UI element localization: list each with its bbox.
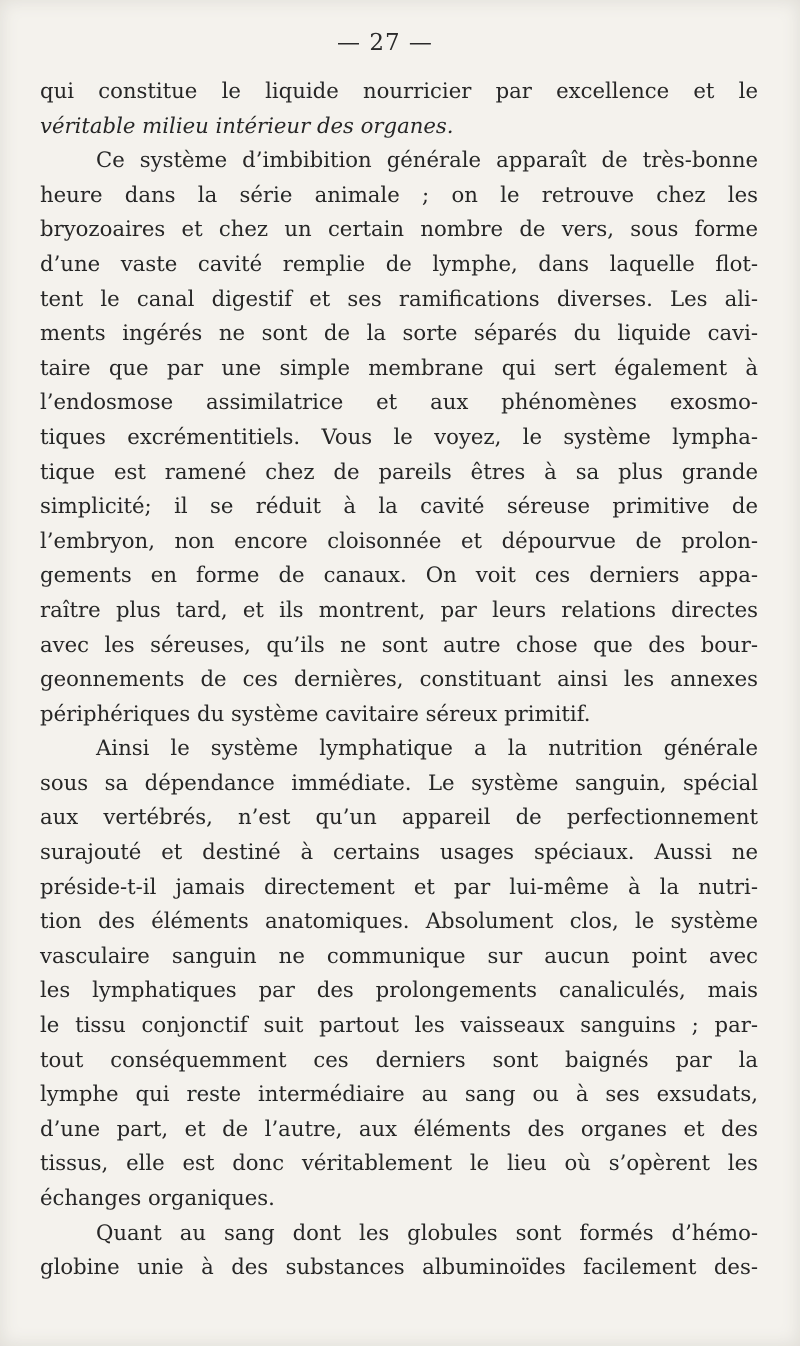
italic-phrase: véritable milieu intérieur des organes. [40, 112, 454, 138]
text-line: l’embryon, non encore cloisonnée et dépourvue de prolon- [40, 527, 758, 553]
text-line: bryozoaires et chez un certain nombre de vers, sous forme [40, 216, 758, 242]
paragraph-3 [40, 731, 758, 1215]
text-line: surajouté et destiné à certains usages spéciaux. Aussi ne [40, 839, 758, 865]
text-line: échanges organiques. [40, 1185, 275, 1210]
page-number: — 27 — [337, 30, 433, 56]
text-line: vasculaire sanguin ne communique sur aucun point avec [40, 942, 758, 968]
text-line: tique est ramené chez de pareils êtres à sa plus grande [40, 458, 758, 484]
text-line: périphériques du système cavitaire séreux primitif. [40, 700, 591, 726]
text-line: ments ingérés ne sont de la sorte séparés du liquide cavi- [40, 320, 758, 346]
text-line: préside-t-il jamais directement et par lui-même à la nutri- [40, 873, 758, 899]
text-line: les lymphatiques par des prolongements canaliculés, mais [40, 977, 758, 1003]
text-line: Quant au sang dont les globules sont formés d’hémo- [96, 1219, 758, 1245]
text-line-italic [40, 109, 758, 144]
text-line: sous sa dépendance immédiate. Le système sanguin, spécial [40, 769, 758, 795]
text-line: Ainsi le système lymphatique a la nutrition générale [96, 735, 758, 761]
text-line: heure dans la série animale ; on le retrouve chez les [40, 181, 758, 207]
text-line: tiques excrémentitiels. Vous le voyez, le système lympha- [40, 423, 758, 449]
text-line: avec les séreuses, qu’ils ne sont autre chose que des bour- [40, 631, 758, 657]
text-line: Ce système d’imbibition générale apparaît de très-bonne [96, 147, 758, 173]
paragraph-4 [40, 1216, 758, 1285]
text-line: d’une vaste cavité remplie de lymphe, dans laquelle flot- [40, 250, 758, 276]
body-text [40, 74, 758, 1285]
text-line: tion des éléments anatomiques. Absolument clos, le système [40, 908, 758, 934]
text-line: aux vertébrés, n’est qu’un appareil de perfectionnement [40, 804, 758, 830]
paragraph-2 [40, 143, 758, 731]
text-line: gements en forme de canaux. On voit ces derniers appa- [40, 562, 758, 588]
text-line: simplicité; il se réduit à la cavité séreuse primitive de [40, 493, 758, 519]
text-line: tent le canal digestif et ses ramifications diverses. Les ali- [40, 285, 758, 311]
text-line: d’une part, et de l’autre, aux éléments des organes et des [40, 1115, 758, 1141]
text-line: taire que par une simple membrane qui sert également à [40, 354, 758, 380]
text-line: l’endosmose assimilatrice et aux phénomènes exosmo- [40, 389, 758, 415]
text-line: le tissu conjonctif suit partout les vaisseaux sanguins ; par- [40, 1012, 758, 1038]
text-line: raître plus tard, et ils montrent, par leurs relations directes [40, 596, 758, 622]
text-line: tout conséquemment ces derniers sont baignés par la [40, 1046, 758, 1072]
text-line: qui constitue le liquide nourricier par excellence et le [40, 78, 758, 103]
paragraph-1 [40, 74, 758, 143]
text-line: geonnements de ces dernières, constituant ainsi les annexes [40, 666, 758, 692]
text-line: lymphe qui reste intermédiaire au sang ou à ses exsudats, [40, 1081, 758, 1107]
text-line: globine unie à des substances albuminoïdes facilement des- [40, 1254, 758, 1280]
text-line: tissus, elle est donc véritablement le lieu où s’opèrent les [40, 1150, 758, 1176]
